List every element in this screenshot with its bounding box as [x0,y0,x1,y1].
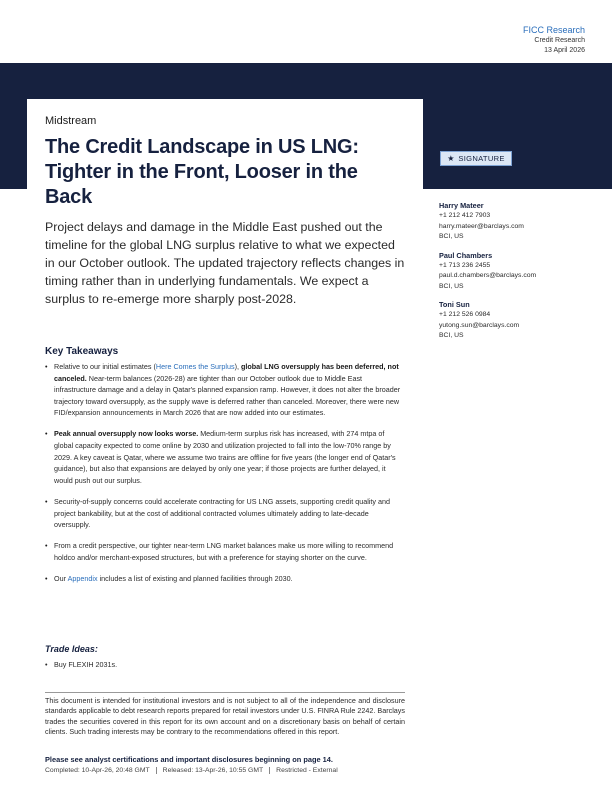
analyst-entity: BCI, US [439,282,464,290]
classification-label: Restricted - External [269,767,344,774]
trade-ideas-list [45,659,117,670]
analyst-card [439,250,599,293]
analyst-name: Paul Chambers [439,250,493,260]
analyst-card [439,200,599,243]
analyst-email[interactable]: paul.d.chambers@barclays.com [439,272,537,279]
analyst-phone: +1 713 236 2455 [439,261,491,269]
release-meta [45,767,344,774]
disclosures-note: Please see analyst certifications and important disclosures beginning on page 14. [45,755,333,764]
department-label: FICC Research [522,25,585,35]
analyst-entity: BCI, US [439,233,464,240]
takeaway-text: Medium-term surplus risk has increased, with 274 mtpa of global capacity expected to come online by 2030 and utilization projected to fall into the low-70% range by 2029. A key caveat is Qatar, where we assume two trains are offline for five years (the longer end of Qatar's guidance), but also that expansions are delayed by only one year; if those projects are further delayed, it would push out our surplus. [54,429,396,485]
completed-time: Completed: 10-Apr-26, 20:48 GMT [45,767,150,774]
report-title: The Credit Landscape in US LNG: Tighter in the Front, Looser in the Back [45,136,359,208]
takeaway-item [45,428,405,486]
takeaway-text: includes a list of existing and planned facilities through 2030. [97,573,293,583]
analyst-name: Toni Sun [439,300,470,309]
unit-label: Credit Research [534,37,585,44]
released-time: Released: 13-Apr-26, 10:55 GMT [156,767,270,774]
takeaway-text: ), [234,362,241,371]
takeaway-item [45,540,405,563]
takeaway-text: Security-of-supply concerns could accelerate contracting for US LNG assets, supporting credit quality and project bankability, but at the cost of additional contracted volumes ultimately adding to late-decade oversupply. [54,496,390,530]
takeaway-item [45,361,405,419]
takeaway-item [45,573,405,585]
analyst-card [439,299,599,342]
analyst-list [439,200,599,349]
appendix-link[interactable]: Appendix [67,573,98,583]
disclaimer-text: This document is intended for institutional investors and is not subject to all of the independence and disclosure standards applicable to debt research reports prepared for retail investors under U.S. FINRA Rule 2242. Barclays trades the securities covered in this report for its own account and on a discretionary basis on behalf of certain clients. Such trading interests may be contrary to the recommendations offered in this report. [45,696,405,737]
here-comes-the-surplus-link[interactable]: Here Comes the Surplus [155,362,235,371]
key-takeaways-heading: Key Takeaways [45,346,119,357]
analyst-name: Harry Mateer [439,201,484,210]
takeaway-item [45,496,405,531]
star-icon: ★ [447,153,455,163]
key-takeaways-list [45,361,405,594]
takeaway-text: Relative to our initial estimates ( [54,362,156,371]
analyst-phone: +1 212 526 0984 [439,311,491,318]
takeaway-text: From a credit perspective, our tighter near-term LNG market balances make us more willing to recommend holdco and/or merchant-exposed structures, but with a preference for staying shorter on the curve. [54,541,394,562]
takeaway-text: Our [54,573,68,583]
trade-ideas-heading: Trade Ideas: [45,644,98,654]
analyst-phone: +1 212 412 7903 [439,212,491,219]
takeaway-bold: Peak annual oversupply now looks worse. [54,429,199,439]
report-masthead [523,24,585,56]
publish-date: 13 April 2026 [544,47,585,54]
signature-badge[interactable] [440,151,512,166]
analyst-entity: BCI, US [439,332,464,339]
signature-label: SIGNATURE [458,154,505,163]
trade-idea-item: • Buy FLEXIH 2031s. [45,659,117,670]
analyst-email[interactable]: yutong.sun@barclays.com [439,321,520,329]
footer-divider [45,692,405,693]
section-tag: Midstream [45,115,97,127]
report-header [45,114,405,308]
takeaway-text: Near-term balances (2026-28) are tighter than our October outlook due to Middle East infrastructure damage and a delay in Qatar's planned expansion ramp. However, it does not alter the broader trajectory toward oversupply, as the supply wave is deferred rather than canceled. Moreover, there were new FID/expansion announcements in March 2026 that are now added into our estimates. [54,373,401,418]
takeaway-bold: global LNG oversupply has been deferred, not canceled. [54,362,399,383]
analyst-email[interactable]: harry.mateer@barclays.com [439,222,524,230]
report-lede: Project delays and damage in the Middle East pushed out the timeline for the global LNG surplus relative to what we expected in our October outlook. The updated trajectory reflects changes in timing rather than in underlying fundamentals. We expect a surplus to re-emerge more sharply post-2028. [45,220,405,306]
